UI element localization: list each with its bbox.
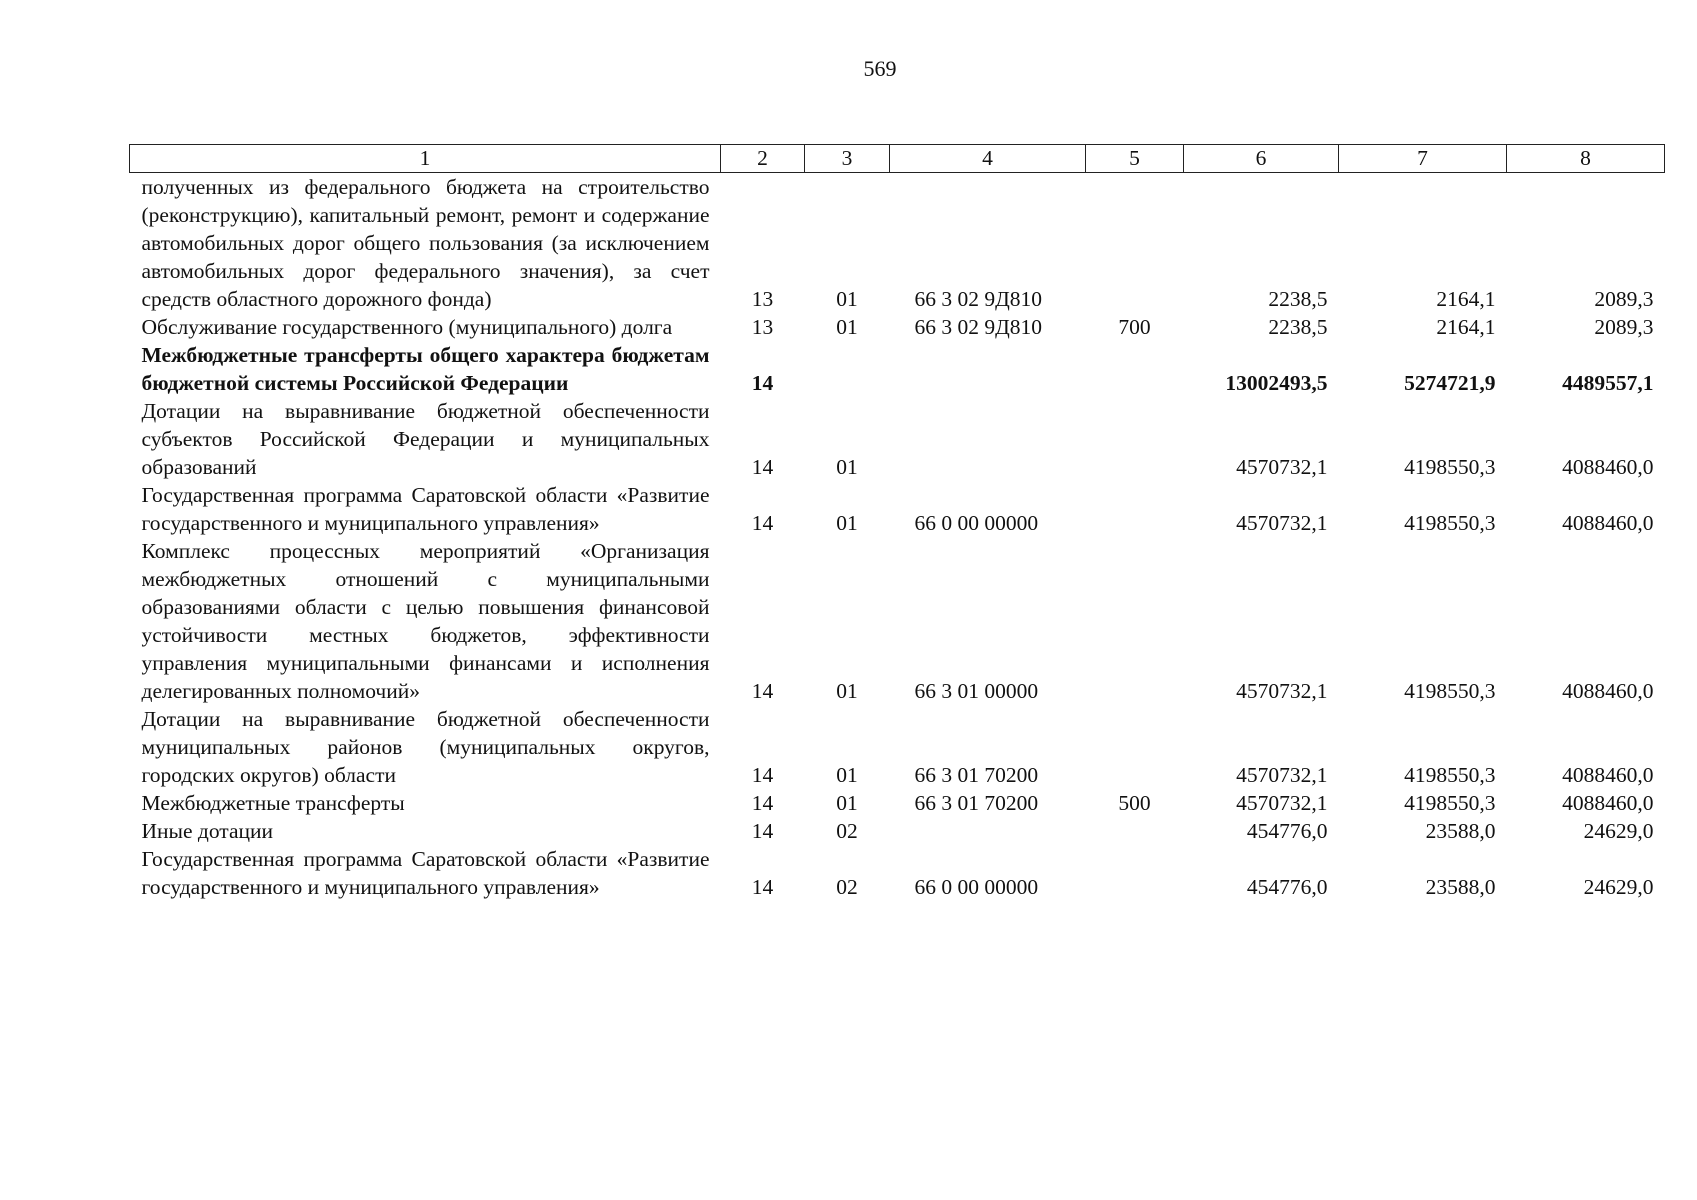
row-target-article-code: 66 3 01 70200: [914, 791, 1039, 815]
row-amount-col-8: 4088460,0: [1562, 511, 1654, 535]
table-row: [130, 789, 1665, 817]
table-row: [130, 341, 1665, 397]
row-expense-type-code: [1086, 817, 1184, 845]
row-amount-col-7: 4198550,3: [1404, 791, 1496, 815]
row-amount-col-6: 454776,0: [1246, 875, 1328, 899]
row-amount-col-6: 4570732,1: [1236, 511, 1328, 535]
row-expense-type-code: [1086, 341, 1184, 397]
table-row: [130, 845, 1665, 901]
row-subsection-code: 01: [836, 315, 858, 339]
row-target-article-code: 66 3 01 70200: [914, 763, 1039, 787]
row-amount-col-6: 2238,5: [1268, 315, 1328, 339]
row-section-code: 13: [751, 315, 774, 339]
row-target-article-code: 66 0 00 00000: [914, 875, 1039, 899]
row-section-code: 13: [751, 287, 774, 311]
row-amount-col-8: 2089,3: [1594, 287, 1654, 311]
row-expense-type-code: 500: [1118, 791, 1151, 815]
row-expense-type-code: [1086, 173, 1184, 314]
row-amount-col-6: 4570732,1: [1236, 455, 1328, 479]
row-section-code: 14: [751, 875, 774, 899]
row-amount-col-8: 4088460,0: [1562, 791, 1654, 815]
table-row: [130, 173, 1665, 314]
table-row: [130, 313, 1665, 341]
header-col-8: 8: [1507, 145, 1665, 173]
row-target-article-code: 66 0 00 00000: [914, 511, 1039, 535]
header-col-2: 2: [721, 145, 805, 173]
row-section-code: 14: [751, 455, 774, 479]
table-row: [130, 817, 1665, 845]
row-amount-col-6: 2238,5: [1268, 287, 1328, 311]
header-col-4: 4: [890, 145, 1086, 173]
row-subsection-code: 02: [836, 875, 858, 899]
row-name: Комплекс процессных мероприятий «Организация межбюджетных отношений с муниципальными образованиями области с целью повышения финансовой устойчивости местных бюджетов, эффективности управления муниципальными финансами и исполнения делегированных полномочий»: [141, 539, 710, 703]
row-subsection-code: 02: [836, 819, 858, 843]
row-amount-col-6: 4570732,1: [1236, 679, 1328, 703]
row-amount-col-6: 454776,0: [1246, 819, 1328, 843]
header-col-1: 1: [130, 145, 721, 173]
row-section-code: 14: [751, 791, 774, 815]
row-amount-col-7: 4198550,3: [1404, 763, 1496, 787]
row-subsection-code: [805, 341, 890, 397]
row-name: Межбюджетные трансферты общего характера бюджетам бюджетной системы Российской Федерации: [141, 343, 710, 395]
header-col-3: 3: [805, 145, 890, 173]
row-amount-col-7: 23588,0: [1425, 875, 1496, 899]
row-name: полученных из федерального бюджета на строительство (реконструкцию), капитальный ремонт, ремонт и содержание автомобильных дорог общего пользования (за исключением автомобильных дорог федерального значения), за счет средств областного дорожного фонда): [141, 175, 710, 311]
row-subsection-code: 01: [836, 455, 858, 479]
row-subsection-code: 01: [836, 791, 858, 815]
row-amount-col-8: 24629,0: [1583, 875, 1654, 899]
row-subsection-code: 01: [836, 287, 858, 311]
table-row: [130, 537, 1665, 705]
row-expense-type-code: [1086, 537, 1184, 705]
row-amount-col-7: 5274721,9: [1404, 371, 1496, 395]
row-name: Межбюджетные трансферты: [141, 791, 405, 815]
table-row: [130, 397, 1665, 481]
header-col-7: 7: [1339, 145, 1507, 173]
row-amount-col-8: 24629,0: [1583, 819, 1654, 843]
row-amount-col-8: 2089,3: [1594, 315, 1654, 339]
row-name: Государственная программа Саратовской области «Развитие государственного и муниципального управления»: [141, 847, 710, 899]
row-name: Обслуживание государственного (муниципального) долга: [141, 315, 673, 339]
row-amount-col-7: 2164,1: [1436, 287, 1496, 311]
row-name: Иные дотации: [141, 819, 274, 843]
row-expense-type-code: [1086, 481, 1184, 537]
header-col-5: 5: [1086, 145, 1184, 173]
row-amount-col-8: 4489557,1: [1562, 371, 1654, 395]
row-amount-col-8: 4088460,0: [1562, 455, 1654, 479]
row-subsection-code: 01: [836, 763, 858, 787]
budget-table: [129, 144, 1665, 901]
row-amount-col-7: 4198550,3: [1404, 679, 1496, 703]
row-amount-col-7: 4198550,3: [1404, 511, 1496, 535]
row-expense-type-code: [1086, 705, 1184, 789]
row-name: Государственная программа Саратовской области «Развитие государственного и муниципального управления»: [141, 483, 710, 535]
table-body: [130, 173, 1665, 902]
row-amount-col-7: 2164,1: [1436, 315, 1496, 339]
row-section-code: 14: [751, 371, 774, 395]
row-subsection-code: 01: [836, 511, 858, 535]
row-subsection-code: 01: [836, 679, 858, 703]
row-amount-col-6: 4570732,1: [1236, 763, 1328, 787]
row-target-article-code: 66 3 01 00000: [914, 679, 1039, 703]
row-target-article-code: [890, 341, 1086, 397]
table-row: [130, 705, 1665, 789]
row-amount-col-7: 4198550,3: [1404, 455, 1496, 479]
table-header: [130, 145, 1665, 173]
header-row: [130, 145, 1665, 173]
row-section-code: 14: [751, 679, 774, 703]
row-target-article-code: [890, 397, 1086, 481]
row-amount-col-8: 4088460,0: [1562, 763, 1654, 787]
row-target-article-code: [890, 817, 1086, 845]
row-target-article-code: 66 3 02 9Д810: [914, 287, 1043, 311]
header-col-6: 6: [1184, 145, 1339, 173]
row-amount-col-6: 13002493,5: [1225, 371, 1328, 395]
row-expense-type-code: 700: [1118, 315, 1151, 339]
row-section-code: 14: [751, 763, 774, 787]
row-amount-col-7: 23588,0: [1425, 819, 1496, 843]
row-expense-type-code: [1086, 397, 1184, 481]
row-amount-col-6: 4570732,1: [1236, 791, 1328, 815]
row-amount-col-8: 4088460,0: [1562, 679, 1654, 703]
table-row: [130, 481, 1665, 537]
row-section-code: 14: [751, 819, 774, 843]
page-number: 569: [863, 56, 897, 81]
row-expense-type-code: [1086, 845, 1184, 901]
row-name: Дотации на выравнивание бюджетной обеспеченности муниципальных районов (муниципальных округов, городских округов) области: [141, 707, 710, 787]
row-target-article-code: 66 3 02 9Д810: [914, 315, 1043, 339]
row-name: Дотации на выравнивание бюджетной обеспеченности субъектов Российской Федерации и муниципальных образований: [141, 399, 710, 479]
row-section-code: 14: [751, 511, 774, 535]
